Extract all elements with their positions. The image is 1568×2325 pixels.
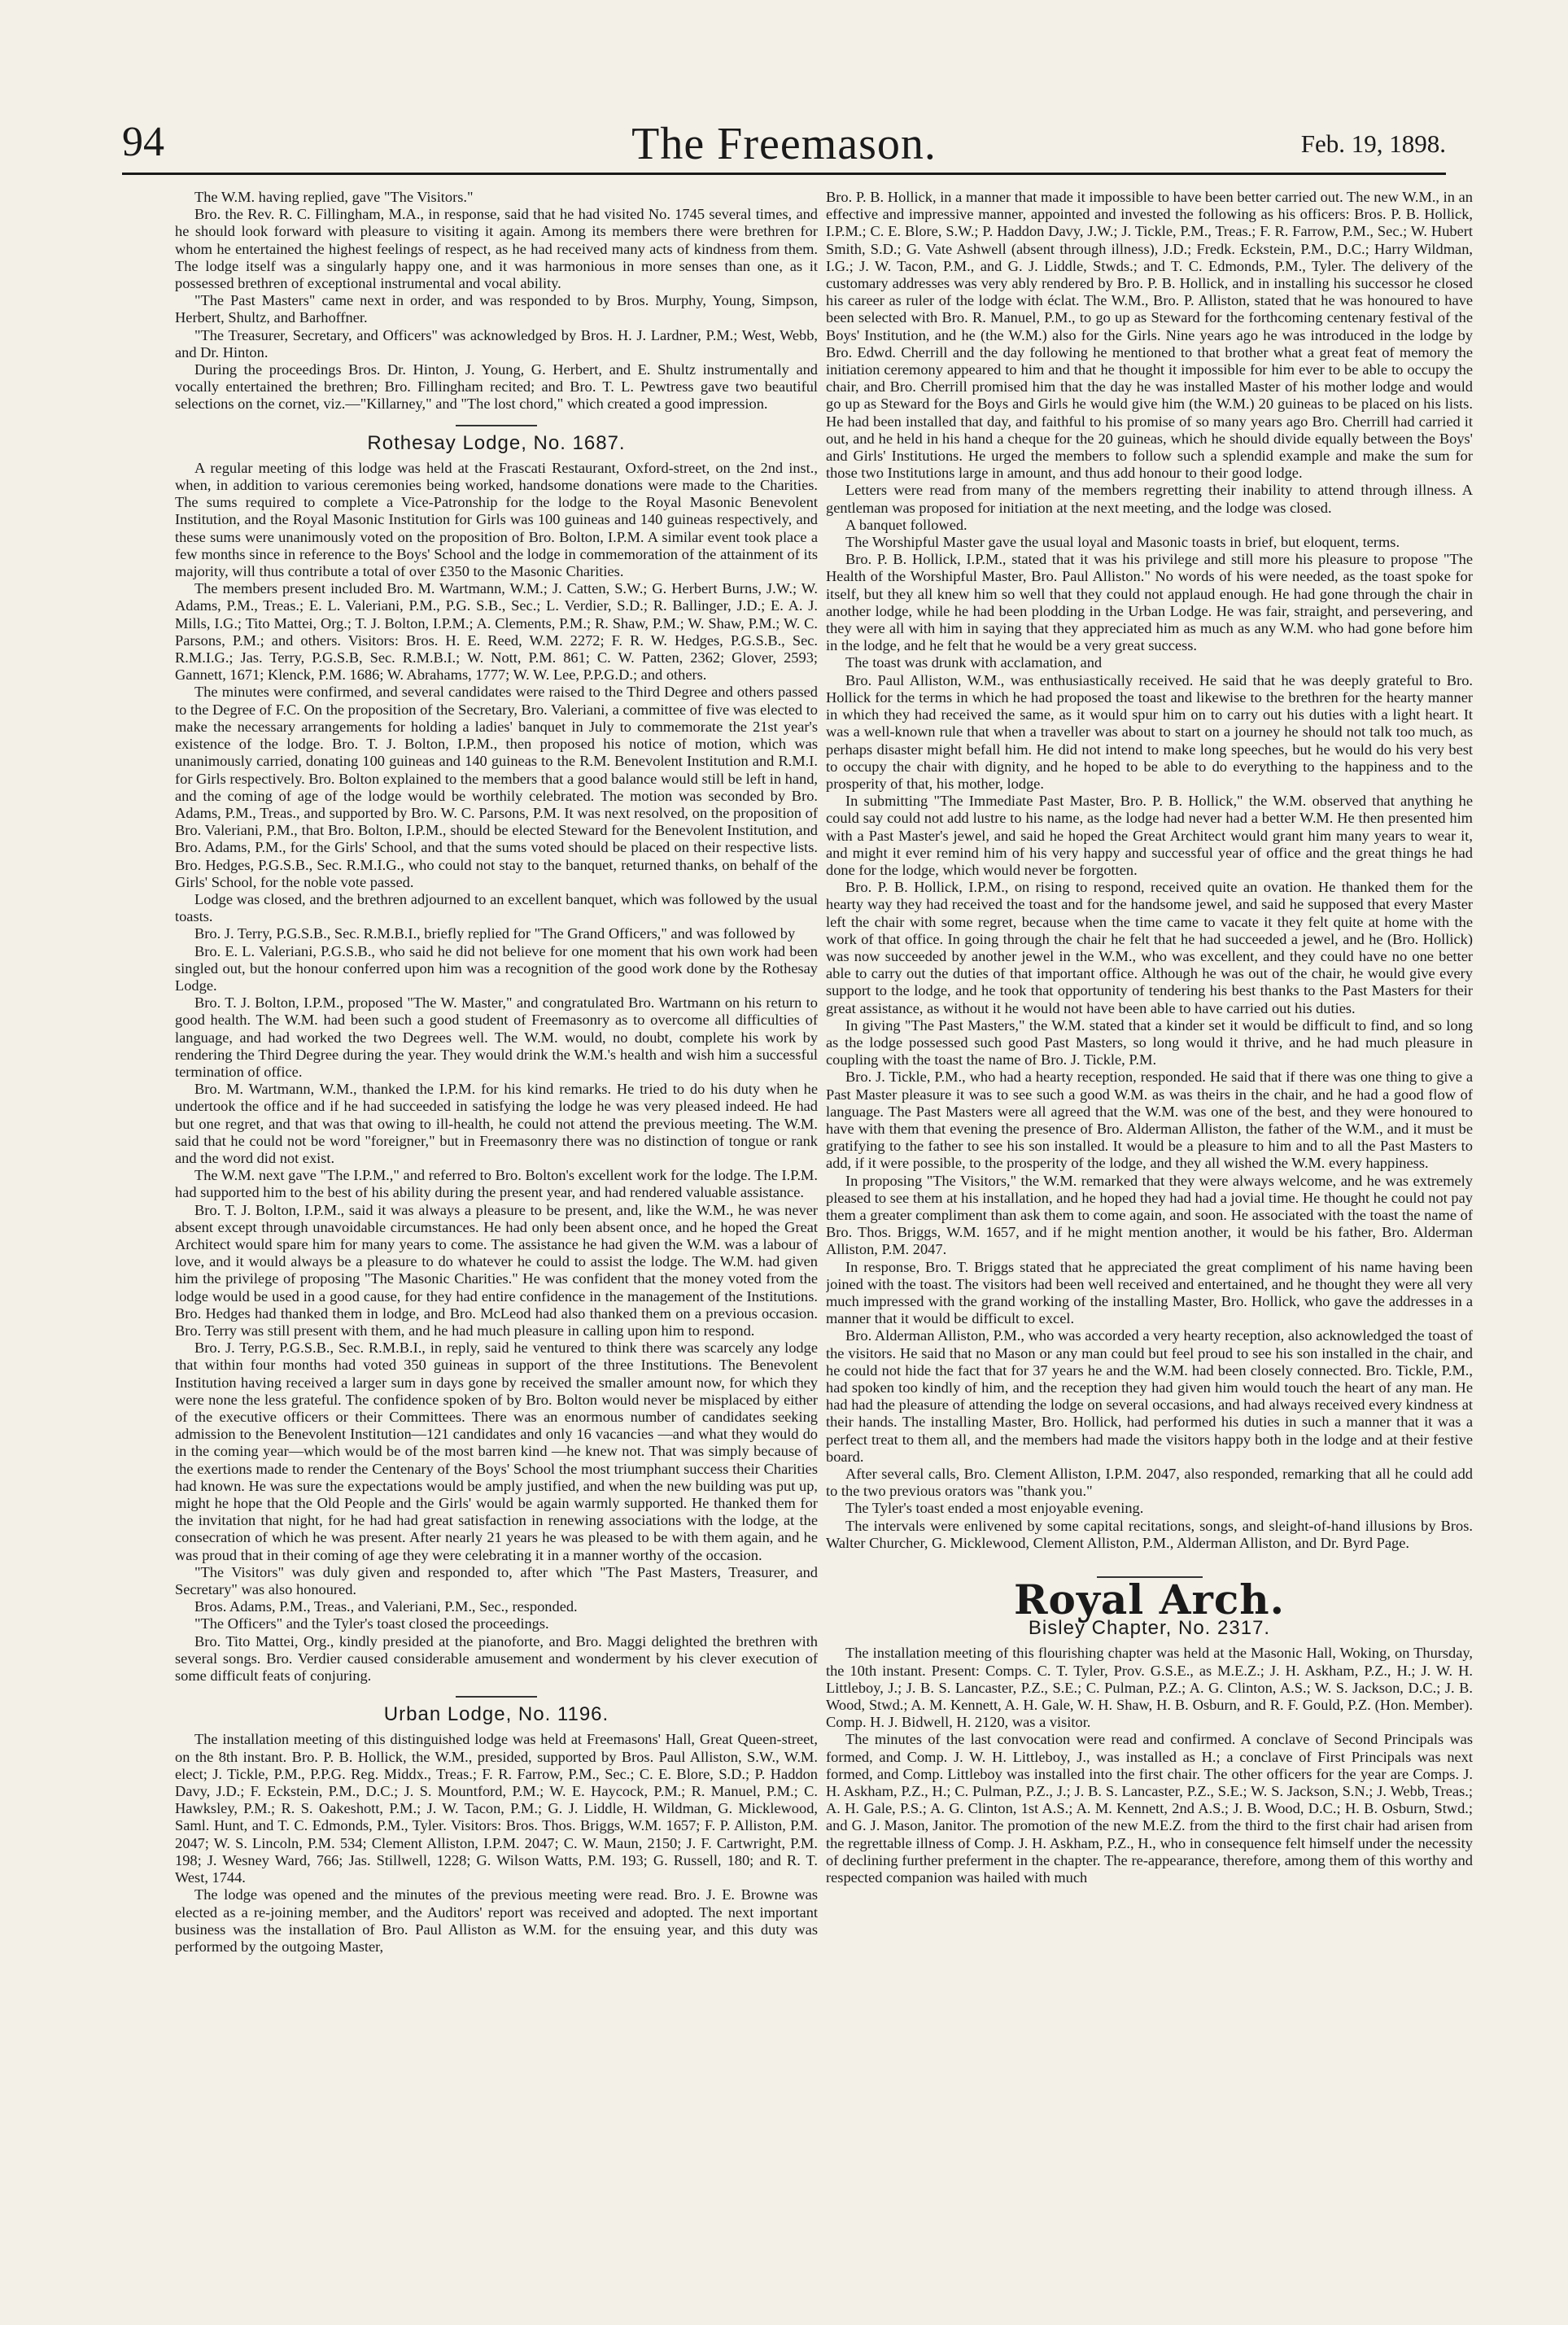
paragraph: Bro. T. J. Bolton, I.P.M., said it was always a pleasure to be present, and, like the W.M., he was never absent except through unavoidable circumstances. He had only been absent once, and he hoped the Great Architect would spare him for many years to come. The assistance he had given the W.M. was a labour of love, and it would always be a pleasure to do whatever he could to assist the lodge. The W.M. had given him the privilege of proposing "The Masonic Charities." He was confident that the money voted from the lodge would be used in a good cause, for they had entire confidence in the management of the Institutions. Bro. Hedges had thanked them in lodge, and Bro. McLeod had also thanked them on a previous occasion. Bro. Terry was still present with them, and he had much pleasure in calling upon him to respond. bbox=[175, 1201, 818, 1339]
paragraph: The installation meeting of this flourishing chapter was held at the Masonic Hall, Woking, on Thursday, the 10th instant. Present: Comps. C. T. Tyler, Prov. G.S.E., as M.E.Z.; J. H. Askham, P.Z., H.; J. W. H. Littleboy, J.; J. B. S. Lancaster, P.Z., S.E.; C. Pulman, P.Z.; A. G. Clinton, A.S.; W. S. Jackson, D.C.; J. B. Wood, Stwd.; A. M. Kennett, A. H. Gale, W. H. Shaw, H. B. Osburn, and R. F. Gould, P.Z. (Hon. Member). Comp. H. J. Bidwell, H. 2120, was a visitor. bbox=[826, 1645, 1473, 1731]
rothesay-lodge-heading: Rothesay Lodge, No. 1687. bbox=[367, 431, 626, 454]
section-divider bbox=[456, 425, 537, 426]
paragraph: The minutes of the last convocation were read and confirmed. A conclave of Second Principals was formed, and Comp. J. W. H. Littleboy, J., was installed as H.; a conclave of First Principals was next formed, and Comp. Littleboy was installed into the first chair. The other officers for the year are Comps. J. H. Askham, P.Z., H.; C. Pulman, P.Z., J.; J. B. S. Lancaster, P.Z., S.E.; W. S. Jackson, S.N.; J. Webb, Treas.; A. H. Gale, P.S.; A. G. Clinton, 1st A.S.; A. M. Kennett, 2nd A.S.; J. B. Wood, D.C.; H. B. Osburn, Stwd.; and G. J. Mason, Janitor. The promotion of the new M.E.Z. from the third to the first chair had arisen from the regrettable illness of Comp. J. H. Askham, P.Z., H., who in consequence felt himself under the necessity of declining further preferment in the chapter. The re-appearance, therefore, among them of this worthy and respected companion was hailed with much bbox=[826, 1731, 1473, 1886]
paragraph: "The Past Masters" came next in order, and was responded to by Bros. Murphy, Young, Simpson, Herbert, Shultz, and Barhoffner. bbox=[175, 292, 818, 326]
paragraph: Bro. J. Terry, P.G.S.B., Sec. R.M.B.I., in reply, said he ventured to think there was scarcely any lodge that within four months had voted 350 guineas in support of the three Institutions. The Benevolent Institution having received a larger sum in days gone by received the smaller amount now, for which they were none the less grateful. The confidence spoken of by Bro. Bolton would never be misplaced by either of the executive officers or their Committees. There was an enormous number of candidates seeking admission to the Benevolent Institution—121 candidates and only 16 vacancies —and what they would do in the coming year—which would be of the most barren kind —he knew not. That was simply because of the exertions made to render the Centenary of the Boys' School the most triumphant success their Charities had known. He was sure the expectations would be amply justified, and when the new building was put up, might he hope that the Old People and the Girls' would be again warmly supported. He thanked them for the invitation that night, for he had had great satisfaction in renewing associations with the lodge, at the consecration of which he was present. After nearly 21 years he was pleased to be with them again, and he was proud that in their coming of age they were celebrating it in a manner worthy of the occasion. bbox=[175, 1339, 818, 1563]
urban-lodge-heading: Urban Lodge, No. 1196. bbox=[383, 1703, 609, 1726]
paragraph: Bro. Paul Alliston, W.M., was enthusiastically received. He said that he was deeply grateful to Bro. Hollick for the terms in which he had proposed the toast and likewise to the brethren for the hearty manner in which they had received the same, as it would spur him on to carry out his duties with a light heart. It was a well-known rule that when a traveller was about to start on a journey he should not talk too much, as perhaps disaster might befall him. He did not intend to make long speeches, but he would do his very best to occupy the chair with dignity, and he hoped to be able to do everything to the happiness and to the prosperity of that, his mother, lodge. bbox=[826, 671, 1473, 792]
paragraph: Bro. J. Tickle, P.M., who had a hearty reception, responded. He said that if there was one thing to give a Past Master pleasure it was to see such a good W.M. as was theirs in the chair, and he had a good flow of language. The Past Masters were all agreed that the W.M. was one of the best, and they were honoured to have with them that evening the presence of Bro. Alderman Alliston, the father of the W.M., and it must be gratifying to the father to see his son installed. It would be a pleasure to him and to all the Past Masters to add, if it were possible, to the prosperity of the lodge, and they all wished the W.M. every happiness. bbox=[826, 1069, 1473, 1172]
paragraph: Bro. Alderman Alliston, P.M., who was accorded a very hearty reception, also acknowledged the toast of the visitors. He said that no Mason or any man could but feel proud to see his son installed in the chair, and he could not hide the fact that for 37 years he and the W.M. had been closely connected. Bro. Tickle, P.M., had spoken too kindly of him, and the reception they had given him would touch the heart of any man. He had had the pleasure of attending the lodge on several occasions, and had always received every kindness at their hands. The installing Master, Bro. Hollick, had performed his duties in such a manner that it was a perfect treat to them all, and the members had made the visitors happy both in the lodge and at their festive board. bbox=[826, 1327, 1473, 1465]
paragraph: "The Treasurer, Secretary, and Officers" was acknowledged by Bros. H. J. Lardner, P.M.; West, Webb, and Dr. Hinton. bbox=[175, 326, 818, 361]
paragraph: "The Visitors" was duly given and responded to, after which "The Past Masters, Treasurer, and Secretary" was also honoured. bbox=[175, 1563, 818, 1598]
paragraph: Letters were read from many of the members regretting their inability to attend through illness. A gentleman was proposed for initiation at the next meeting, and the lodge was closed. bbox=[826, 482, 1473, 516]
masthead-rule bbox=[122, 173, 1446, 175]
paragraph: During the proceedings Bros. Dr. Hinton, J. Young, G. Herbert, and E. Shultz instrumentally and vocally entertained the brethren; Bro. Fillingham recited; and Bro. T. L. Pewtress gave two beautiful selections on the cornet, viz.—"Killarney," and "The lost chord," which created a good impression. bbox=[175, 361, 818, 413]
paragraph: The intervals were enlivened by some capital recitations, songs, and sleight-of-hand illusions by Bros. Walter Churcher, G. Micklewood, Clement Alliston, P.M., Alderman Alliston, and Dr. Byrd Page. bbox=[826, 1517, 1473, 1551]
paragraph: Bro. Tito Mattei, Org., kindly presided at the pianoforte, and Bro. Maggi delighted the brethren with several songs. Bro. Verdier caused considerable amusement and wonderment by his clever execution of some difficult feats of conjuring. bbox=[175, 1632, 818, 1685]
paragraph: In proposing "The Visitors," the W.M. remarked that they were always welcome, and he was extremely pleased to see them at his installation, and he hoped they had had a jovial time. He thought he could not pay them a greater compliment than ask them to come again, and soon. He associated with the toast the name of Bro. Thos. Briggs, W.M. 1657, and if he might mention another, it would be his father, Bro. Alderman Alliston, P.M. 2047. bbox=[826, 1172, 1473, 1258]
paragraph: The toast was drunk with acclamation, and bbox=[845, 654, 1103, 671]
paragraph: Bro. M. Wartmann, W.M., thanked the I.P.M. for his kind remarks. He tried to do his duty when he undertook the office and if he had succeeded in satisfying the lodge he was very pleased indeed. He had but one regret, and that was that owing to ill-health, he could not attend the previous meeting. The W.M. said that he could not be word "foreigner," but in Freemasonry there was no distinction of tongue or rank and the word did not exist. bbox=[175, 1081, 818, 1166]
left-column bbox=[175, 189, 818, 2288]
masthead-title: The Freemason. bbox=[631, 119, 937, 169]
paragraph: Bro. E. L. Valeriani, P.G.S.B., who said he did not believe for one moment that his own work had been singled out, but the honour conferred upon him was a recognition of the good work done by the Rothesay Lodge. bbox=[175, 942, 818, 994]
paragraph: The minutes were confirmed, and several candidates were raised to the Third Degree and others passed to the Degree of F.C. On the proposition of the Secretary, Bro. Valeriani, a committee of five was elected to make the necessary arrangements for holding a ladies' banquet in July to commemorate the 21st year's existence of the lodge. Bro. T. J. Bolton, I.P.M., then proposed his notice of motion, which was unanimously carried, donating 100 guineas and 140 guineas to the R.M. Benevolent Institution and R.M.I. for Girls respectively. Bro. Bolton explained to the members that a good balance would still be left in hand, and the coming of age of the lodge would be worthily celebrated. The motion was seconded by Bro. Adams, P.M., Treas., and supported by Bro. W. C. Parsons, P.M. It was next resolved, on the proposition of Bro. Valeriani, P.M., that Bro. Bolton, I.P.M., should be elected Steward for the Benevolent Institution, and Bro. Adams, P.M., for the Girls' School, and that the sums voted should be placed on their respective lists. Bro. Hedges, P.G.S.B., Sec. R.M.I.G., who could not stay to the banquet, returned thanks, on behalf of the Girls' School, for the noble vote passed. bbox=[175, 684, 818, 890]
masthead bbox=[122, 118, 1446, 175]
right-column bbox=[826, 189, 1473, 2288]
paragraph: Bro. the Rev. R. C. Fillingham, M.A., in response, said that he had visited No. 1745 several times, and he should look forward with pleasure to visiting it again. Among its members there were brethren for whom he entertained the highest feelings of respect, as he had received many acts of kindness from them. The lodge itself was a singularly happy one, and it was harmonious in more senses than one, as it possessed brethren of exceptional instrumental and vocal ability. bbox=[175, 206, 818, 292]
paragraph: Bro. P. B. Hollick, in a manner that made it impossible to have been better carried out. The new W.M., in an effective and impressive manner, appointed and invested the following as his officers: Bros. P. B. Hollick, I.P.M.; C. E. Blore, S.W.; P. Haddon Davy, J.W.; J. Tickle, P.M., Treas.; F. R. Farrow, P.M., Sec.; W. Hubert Smith, S.D.; G. Vate Ashwell (absent through illness), J.D.; Fredk. Eckstein, P.M., D.C.; Harry Wildman, I.G.; J. W. Tacon, P.M., and G. J. Liddle, Stwds.; and T. C. Edmonds, P.M., Tyler. The delivery of the customary addresses was very ably rendered by Bro. P. B. Hollick, and in installing his successor he closed his career as ruler of the lodge with éclat. The W.M., Bro. P. Alliston, stated that he was honoured to have been selected with Bro. R. Manuel, P.M., to go up as Steward for the forthcoming centenary festival of the Boys' Institution, and he (the W.M.) also for the Girls. Nine years ago he was introduced in the lodge by Bro. Edwd. Cherrill and the day following he mentioned to that brother what a great feat of memory the initiation ceremony appeared to him and that he thought it impossible for him ever to be able to occupy the chair, and Bro. Cherrill promised him that the day he was installed Master of his mother lodge and would go up as Steward for the Boys and Girls he would give him (the W.M.) 20 guineas to be placed on his lists. He had been installed that day, and faithful to his promise of so many years ago Bro. Cherrill had carried it out, and he held in his hand a cheque for the 20 guineas, which he should divide equally between the Boys' and Girls' Institutions. He urged the members to follow such a splendid example and make the sum for those two Institutions large in amount, and thus add honour to their good lodge. bbox=[826, 189, 1473, 482]
paragraph: The W.M. having replied, gave "The Visitors." bbox=[194, 189, 474, 205]
paragraph: Bro. P. B. Hollick, I.P.M., stated that it was his privilege and still more his pleasure to propose "The Health of the Worshipful Master, Bro. Paul Alliston." No words of his were needed, as the toast spoke for itself, but they all knew him so well that they could not applaud enough. He had gone through the chair in another lodge, while he had been plodding in the Urban Lodge. He was fair, straight, and persevering, and they were all with him in saying that they appreciated him as much as any W.M. who had gone before him in the lodge, and he felt that he would be a very great success. bbox=[826, 551, 1473, 654]
section-divider bbox=[456, 1696, 537, 1698]
page-number: 94 bbox=[122, 119, 164, 165]
paragraph: In giving "The Past Masters," the W.M. stated that a kinder set it would be difficult to find, and so long as the lodge possessed such good Past Masters, so long would it thrive, and he had much pleasure in coupling with the toast the name of Bro. J. Tickle, P.M. bbox=[826, 1016, 1473, 1069]
paragraph: The lodge was opened and the minutes of the previous meeting were read. Bro. J. E. Browne was elected as a re-joining member, and the Auditors' report was received and adopted. The next important business was the installation of Bro. Paul Alliston as W.M. for the ensuing year, and this duty was performed by the outgoing Master, bbox=[175, 1886, 818, 1955]
paragraph: The W.M. next gave "The I.P.M.," and referred to Bro. Bolton's excellent work for the lodge. The I.P.M. had supported him to the best of his ability during the present year, and had rendered valuable assistance. bbox=[175, 1167, 818, 1201]
paragraph: Bro. T. J. Bolton, I.P.M., proposed "The W. Master," and congratulated Bro. Wartmann on his return to good health. The W.M. had been such a good student of Freemasonry as to overcome all difficulties of language, and had worked the two Degrees well. The W.M. would, no doubt, complete his work by rendering the Third Degree during the year. They would drink the W.M.'s health and wish him a successful termination of office. bbox=[175, 994, 818, 1080]
paragraph: The installation meeting of this distinguished lodge was held at Freemasons' Hall, Great Queen-street, on the 8th instant. Bro. P. B. Hollick, the W.M., presided, supported by Bros. Paul Alliston, S.W., W.M. elect; J. Tickle, P.M., P.P.G. Reg. Middx., Treas.; F. R. Farrow, P.M., Sec.; C. E. Blore, S.D.; P. Haddon Davy, J.D.; F. Eckstein, P.M., D.C.; J. S. Mountford, P.M.; W. E. Haycock, P.M.; R. Manuel, P.M.; C. Hawksley, P.M.; R. S. Oakeshott, P.M.; J. W. Tacon, P.M.; G. J. Liddle, H. Wildman, G. Micklewood, Saml. Hunt, and T. C. Edmonds, P.M., Tyler. Visitors: Bros. Thos. Briggs, W.M. 1657; F. P. Alliston, P.M. 2047; W. S. Lincoln, P.M. 534; Clement Alliston, I.P.M. 2047; C. W. Maun, 2150; J. F. Cartwright, P.M. 198; J. Wesney Ward, 766; Jas. Stillwell, 1228; G. Wilson Watts, P.M. 193; G. Russell, 180; and R. T. West, 1744. bbox=[175, 1731, 818, 1886]
paragraph: Bro. J. Terry, P.G.S.B., Sec. R.M.B.I., briefly replied for "The Grand Officers," and was followed by bbox=[194, 925, 796, 942]
paragraph: After several calls, Bro. Clement Alliston, I.P.M. 2047, also responded, remarking that all he could add to the two previous orators was "thank you." bbox=[826, 1466, 1473, 1500]
paragraph: A regular meeting of this lodge was held at the Frascati Restaurant, Oxford-street, on the 2nd inst., when, in addition to various ceremonies being worked, handsome donations were made to the Charities. The sums required to complete a Vice-Patronship for the lodge to the Royal Masonic Benevolent Institution, and the Royal Masonic Institution for Girls was 100 guineas and 140 guineas respectively, and these sums were unanimously voted on the proposition of Bro. Bolton, I.P.M. A similar event took place a few months since in reference to the Boys' School and the lodge in commemoration of the attainment of its majority, will thus contribute a total of over £350 to the Masonic Charities. bbox=[175, 459, 818, 580]
paragraph: A banquet followed. bbox=[845, 516, 967, 533]
bisley-chapter-heading: Bisley Chapter, No. 2317. bbox=[1028, 1617, 1271, 1640]
paragraph: In submitting "The Immediate Past Master, Bro. P. B. Hollick," the W.M. observed that anything he could say could not add lustre to his name, as the lodge had never had a better W.M. He then presented him with a Past Master's jewel, and said he hoped the Great Architect would grant him many years to wear it, and might it ever remind him of his very happy and successful year of office and the great things he had done for the lodge, which would never be forgotten. bbox=[826, 793, 1473, 878]
paragraph: Bro. P. B. Hollick, I.P.M., on rising to respond, received quite an ovation. He thanked them for the hearty way they had received the toast and for the handsome jewel, and said he supposed that every Master left the chair with some regret, because when the time came to vacate it they felt quite at home with the work of that office. In going through the chair he felt that he had succeeded a jewel, and he (Bro. Hollick) was now succeeded by another jewel in the W.M., who was excellent, and they could have no one better able to carry out the duties of that important office. Although he was out of the chair, he would give every support to the lodge, and he took that opportunity of tendering his best thanks to the Past Masters for their great assistance, as without it he would not have been able to have carried out his duties. bbox=[826, 879, 1473, 1016]
paragraph: The members present included Bro. M. Wartmann, W.M.; J. Catten, S.W.; G. Herbert Burns, J.W.; W. Adams, P.M., Treas.; E. L. Valeriani, P.M., P.G. S.B., Sec.; L. Verdier, S.D.; R. Ballinger, J.D.; E. A. J. Mills, I.G.; Tito Mattei, Org.; T. J. Bolton, I.P.M.; A. Clements, P.M.; R. Shaw, P.M.; W. Shaw, P.M.; W. C. Parsons, P.M.; and others. Visitors: Bros. H. E. Reed, W.M. 2272; F. R. W. Hedges, P.G.S.B., Sec. R.M.I.G.; Jas. Terry, P.G.S.B, Sec. R.M.B.I.; W. Nott, P.M. 861; C. W. Patten, 2362; Glover, 2593; Gannett, 1671; Klenck, P.M. 1686; W. Abrahams, 1777; W. W. Lee, P.P.G.D.; and others. bbox=[175, 580, 818, 684]
royal-arch-heading: Royal Arch. bbox=[1013, 1575, 1286, 1624]
paragraph: Lodge was closed, and the brethren adjourned to an excellent banquet, which was followed by the usual toasts. bbox=[175, 890, 818, 925]
paragraph: Bros. Adams, P.M., Treas., and Valeriani, P.M., Sec., responded. bbox=[194, 1598, 578, 1615]
paragraph: "The Officers" and the Tyler's toast closed the proceedings. bbox=[194, 1615, 549, 1632]
paragraph: The Tyler's toast ended a most enjoyable evening. bbox=[845, 1500, 1144, 1517]
paragraph: In response, Bro. T. Briggs stated that he appreciated the great compliment of his name having been joined with the toast. The visitors had been well received and entertained, and he thought they were all very much impressed with the grand working of the installing Master, Bro. Hollick, who gave the addresses in a manner that it would be difficult to excel. bbox=[826, 1258, 1473, 1327]
paragraph: The Worshipful Master gave the usual loyal and Masonic toasts in brief, but eloquent, terms. bbox=[845, 534, 1400, 551]
issue-date: Feb. 19, 1898. bbox=[1300, 129, 1446, 158]
